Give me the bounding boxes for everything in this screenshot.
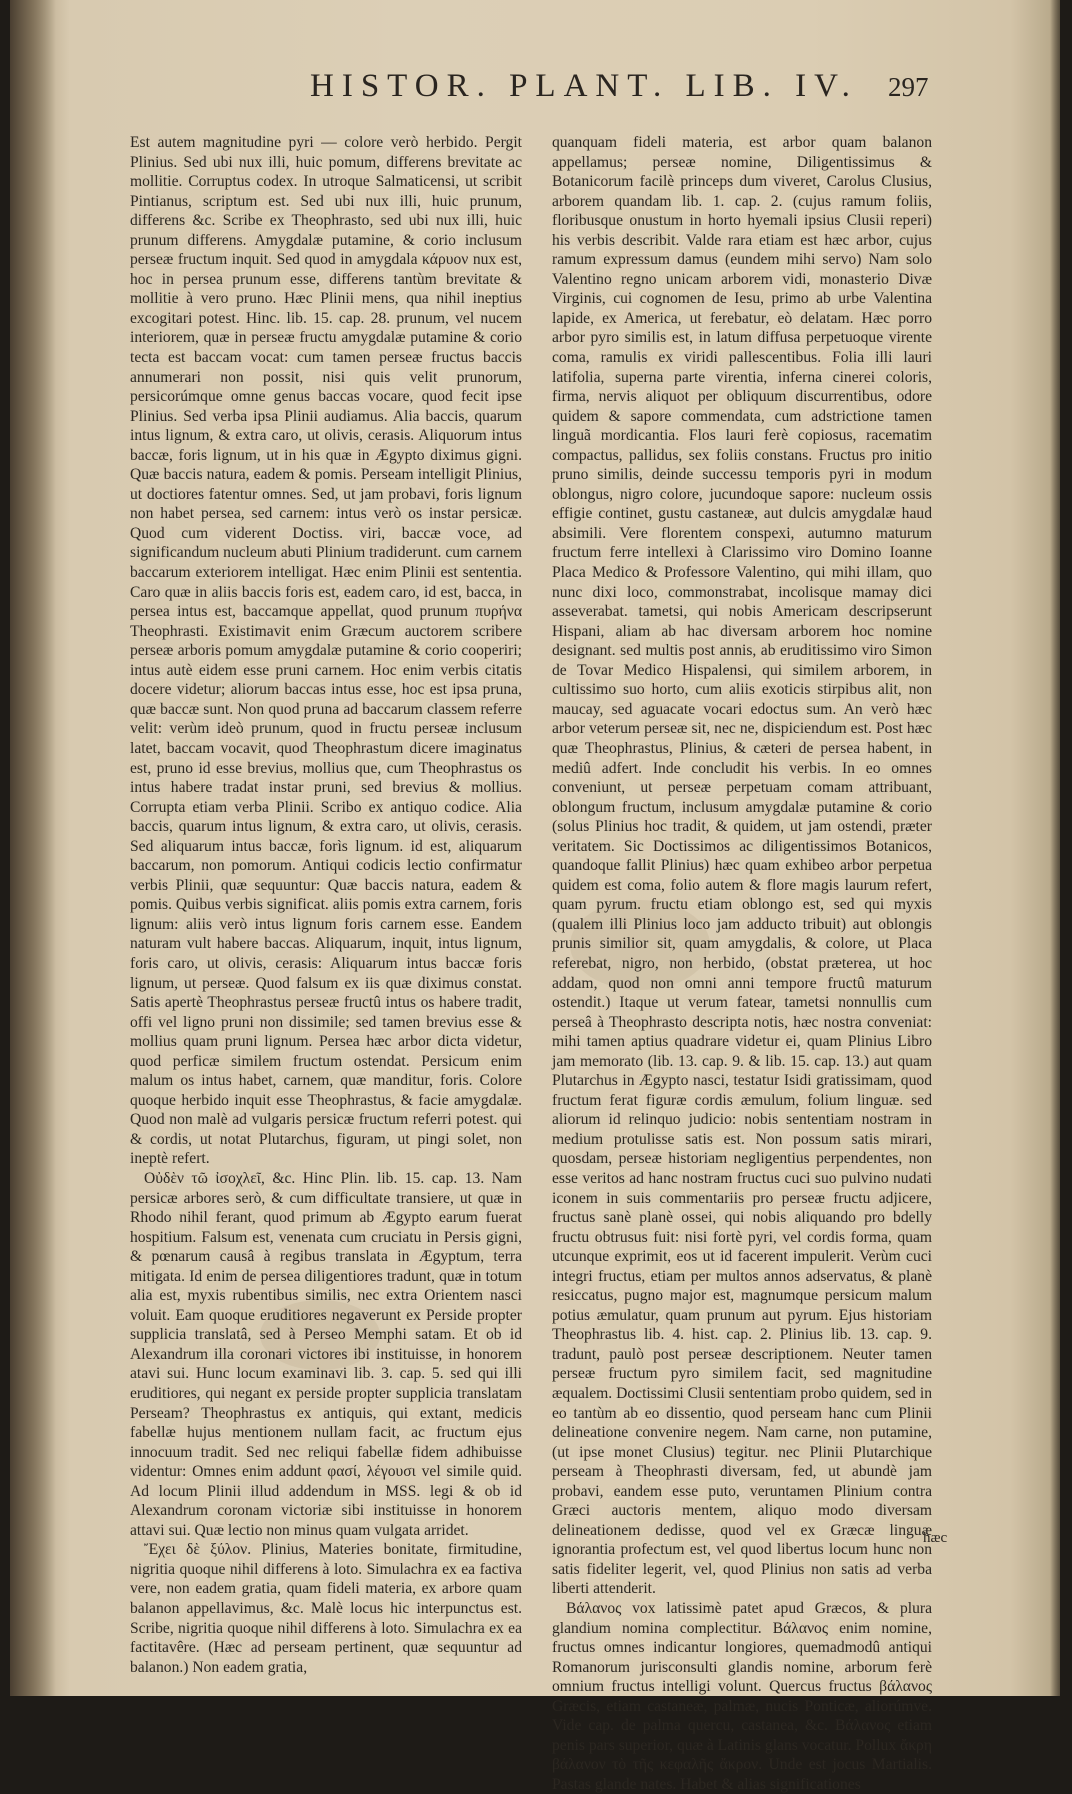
page-edge-shadow — [1050, 0, 1060, 1696]
catchword: hæc — [923, 1530, 948, 1546]
book-gutter-shadow — [10, 0, 56, 1696]
paragraph: Βάλανος vox latissimè patet apud Græcos, & plura glandium nomina complectitur. Βάλανος enim nomine, fructus omnes indicantur longiores, quemadmodû antiqui Romanorum jurisconsulti glandis nomine, arborum ferè omnium fructus intelligi volunt. Quercus fructus βάλανος Græcis, etiam castaneæ, palmæ, nucis Ponticæ, aliorúmve. Vide cap. de palma quercu, castanea, &c. Βάλανος etiam penis pars superior, quæ à Latinis glans vocatur. Pollux ἄκρη βάλανον τὸ τῆς κεφαλῆς ἄκρον. Unde est jocus Martialis. Pastas glande nates. Habet & alias significationes — [552, 1600, 932, 1793]
running-title: HISTOR. PLANT. LIB. IV. — [310, 68, 858, 104]
paragraph: Est autem magnitudine pyri — colore verò herbido. Pergit Plinius. Sed ubi nux illi, huic pomum, differens brevitate ac mollitie. Corruptus codex. In utroque Salmaticensi, ut scribit Pintianus, scriptum est. Sed ubi nux illi, huic prunum, differens &c. Scribe ex Theophrasto, sed ubi nux illi, huic prunum differens. Amygdalæ putamine, & corio inclusum perseæ fructum inquit. Sed quod in amygdala κάρυον nux est, hoc in persea prunum esse, differens tantùm brevitate & mollitie à vero pruno. Hæc Plinii mens, qua nihil ineptius excogitari potest. Hinc. lib. 15. cap. 28. prunum, vel nucem interiorem, quæ in perseæ fructu amygdalæ putamine & corio tecta est baccam vocat: cum tamen perseæ fructus baccis annumerari non possit, nisi quis velit prunorum, persicorúmque omne genus baccas vocare, quod fecit ipse Plinius. Sed verba ipsa Plinii audiamus. Alia baccis, quarum intus lignum, & extra caro, ut olivis, cerasis. Aliquorum intus baccæ, foris lignum, ut in his quæ in Ægypto diximus gigni. Quæ baccis natura, eadem & pomis. Perseam intelligit Plinius, ut doctiores fatentur omnes. Sed, ut jam probavi, foris lignum non habet persea, sed carnem: intus verò os instar persicæ. Quod cum viderent Doctiss. viri, baccæ voce, ad significandum nucleum abuti Plinium tradiderunt. cum carnem baccarum exteriorem intelligat. Hæc enim Plinii est sententia. Caro quæ in aliis baccis foris est, eadem caro, id est, bacca, in persea intus est, baccamque appellat, quod prunum πυρήνα Theophrasti. Existimavit enim Græcum auctorem scribere perseæ arboris pomum amygdalæ putamine & corio cooperiri; intus autè eidem esse pruni carnem. Hoc enim verbis citatis docere videtur; aliorum baccas intus esse, hoc est ipsa pruna, quæ baccæ sunt. Non quod pruna ad baccarum classem referre velit: verùm ideò prunum, quod in fructu perseæ inclusum latet, baccam vocavit, quod Theophrastum dicere imaginatus est, pruno id esse brevius, mollius que, cum Theophrastus os intus habere tradat instar pruni, sed brevius & mollius. Corrupta etiam verba Plinii. Scribo ex antiquo codice. Alia baccis, quarum intus lignum, & extra caro, ut olivis, cerasis. Sed aliquarum intus baccæ, forìs lignum. id est, aliquarum baccarum, non pomorum. Antiqui codicis lectio confirmatur verbis Plinii, quæ sequuntur: Quæ baccis natura, eadem & pomis. Quibus verbis significat. aliis pomis extra carnem, foris lignum: aliis verò intus lignum foris carnem esse. Eandem naturam vult habere baccas. Aliquarum, inquit, intus lignum, foris caro, ut olivis, cerasis: Aliquarum intus baccæ foris lignum, ut perseæ. Quod falsum ex iis quæ diximus constat. Satis apertè Theophrastus perseæ fructû intus os habere tradit, offi vel ligno pruni non dissimile; sed tamen brevius esse & mollius quam pruni lignum. Persea hæc arbor dicta videtur, quod perficæ similem fructum ostendat. Persicum enim malum os intus habet, carnem, quæ manditur, foris. Colore quoque herbido inquit esse Theophrastus, & facie amygdalæ. Quod non malè ad vulgaris persicæ fructum referri potest. qui & cordis, ut notat Plutarchus, figuram, ut pingi solet, non ineptè refert. — [130, 134, 522, 1168]
paragraph: quanquam fideli materia, est arbor quam balanon appellamus; perseæ nomine, Diligentissimus & Botanicorum facilè princeps dum viveret, Carolus Clusius, arborem quandam lib. 1. cap. 2. (cujus ramum foliis, floribusque onustum in horto hyemali ipsius Clusii reperi) his verbis describit. Valde rara etiam est hæc arbor, cujus ramum expressum damus (eundem mihi servo) Nam solo Valentino regno unicam arborem vidi, monasterio Divæ Virginis, cui cognomen de Iesu, primo ab urbe Valentina lapide, ex America, ut ferebatur, eò delatam. Hæc porro arbor pyro similis est, in latum diffusa perpetuoque virente coma, ramulis ex viridi pallescentibus. Folia illi lauri latifolia, superna parte virentia, inferna cinerei coloris, firma, nervis aliquot per obliquum discurrentibus, odore quidem & sapore commendata, cum adstrictione tamen linguã mordicantia. Flos lauri ferè copiosus, racematim compactus, pallidus, sex foliis constans. Fructus pro initio pruno similis, deinde successu temporis pyri in modum oblongus, nigro colore, jucundoque sapore: nucleum ossis effigie continet, gustu castaneæ, aut dulcis amygdalæ haud absimili. Vere florentem conspexi, autumno maturum fructum ferre intellexi à Clarissimo viro Domino Ioanne Placa Medico & Professore Valentino, qui mihi illam, quo nunc dixi loco, commonstrabat, incolisque mamay dici asseverabat. tametsi, qui nobis Americam descripserunt Hispani, aliam ab hac diversam arborem hoc nomine designant. sed multis post annis, ab eruditissimo viro Simon de Tovar Medico Hispalensi, qui similem arborem, in cultissimo suo horto, cum aliis exoticis stirpibus alit, non maucay, sed aguacate vocari edoctus sum. An verò hæc arbor veterum perseæ sit, nec ne, dispiciendum est. Post hæc quæ Theophrastus, Plinius, & cæteri de persea habent, in mediû adfert. Inde concludit his verbis. In eo omnes conveniunt, ut perseæ perpetuam comam attribuant, oblongum fructum, inclusum amygdalæ putamine & corio (solus Plinius hoc tradit, & quidem, ut jam ostendi, præter veritatem. Sic Doctissimos ac diligentissimos Botanicos, quandoque fallit Plinius) hæc quam exhibeo arbor perpetua quidem est coma, folio autem & flore magis laurum refert, quam pyrum. fructu etiam oblongo est, sed qui myxis (qualem illi Plinius loco jam adducto tribuit) aut oblongis prunis similior sit, quam amygdalis, & colore, ut Placa referebat, nigro, non herbido, (obstat præterea, ut hoc addam, quod non omni anni tempore fructû maturum ostendit.) Itaque ut verum fatear, tametsi nonnullis cum perseâ à Theophrasto descripta notis, hæc nostra conveniat: mihi tamen aptius quadrare videtur ei, quam Plinius Libro jam memorato (lib. 13. cap. 9. & lib. 15. cap. 13.) aut quam Plutarchus in Ægypto nasci, testatur Isidi gratissimam, quod fructum ferat figuræ cordis æmulum, folium linguæ. sed aliorum id relinquo judicio: nobis sententiam nostram in medium protulisse satis est. Non possum satis mirari, quosdam, perseæ historiam negligentius perpendentes, non esse veritos ad hanc nostram fructus cuci suo pulvino nudati iconem in suis commentariis pro perseæ fructu adjicere, fructus sanè planè ossei, qui nobis aliquando pro bdelly fructu obtrusus fuit: nisi fortè pyri, vel cordis forma, quam utcunque exprimit, eos ut id facerent impulerit. Verùm cuci integri fructus, etiam per multos annos adservatus, & planè resiccatus, pugno major est, magnumque persicum malum potius æmulatur, quam prunum aut pyrum. Ejus historiam Theophrastus lib. 4. hist. cap. 2. Plinius lib. 13. cap. 9. tradunt, paulò post perseæ descriptionem. Neuter tamen perseæ fructum pyro similem facit, sed magnitudine æqualem. Doctissimi Clusii sententiam probo quidem, sed in eo tantùm ab eo dissentio, quod perseam hanc cum Plinii delineatione convenire negem. Nam carne, non putamine, (ut ipse monet Clusius) tegitur. nec Plinii Plutarchique perseam à Theophrasti diversam, fed, ut abundè jam probavi, eandem esse puto, veruntamen Plinium contra Græci auctoris mentem, aliquo modo diversam delineationem dedisse, quod vel ex Græcæ linguæ ignorantia profectum est, vel quod libertus locum hunc non satis fideliter legerit, vel, quod Plinius non satis ad verba liberti attenderit. — [552, 134, 932, 1598]
page-number: 297 — [888, 72, 929, 102]
book-page — [10, 0, 1060, 1793]
left-text-column — [130, 133, 522, 1676]
right-text-column — [552, 133, 932, 1793]
paragraph: Οὐδὲν τῶ ἰσοχλεῖ, &c. Hinc Plin. lib. 15. cap. 13. Nam persicæ arbores serò, & cum difficultate transiere, ut quæ in Rhodo nihil ferant, quod primum ab Ægypto earum fuerat hospitium. Falsum est, venenata cum cruciatu in Persis gigni, & pœnarum causâ à regibus translata in Ægyptum, terra mitigata. Id enim de persea diligentiores tradunt, quæ in totum alia est, myxis rubentibus similis, nec extra Orientem nasci voluit. Eam quoque eruditiores negaverunt ex Perside propter supplicia translatâ, sed à Perseo Memphi satam. Et ob id Alexandrum illa coronari victores ibi instituisse, in honorem atavi sui. Hunc locum examinavi lib. 3. cap. 5. sed qui illi eruditiores, qui negant ex perside propter supplicia translatam Perseam? Theophrastus ex antiquis, qui extant, medicis fabellæ hujus mentionem nullam facit, ac fructum ejus innocuum tradit. Sed nec reliqui fabellæ fidem adhibuisse videntur: Omnes enim addunt φασί, λέγουσι vel simile quid. Ad locum Plinii illud addendum in MSS. legi & ob id Alexandrum coronam victoriæ sibi instituisse in honorem attavi sui. Quæ lectio non minus quam vulgata arridet. — [130, 1169, 522, 1539]
paragraph: Ἔχει δὲ ξύλον. Plinius, Materies bonitate, firmitudine, nigritia quoque nihil differens à loto. Simulachra ex ea factiva vere, non eadem gratia, quam fideli materia, ex arbore quam balanon appellavimus, &c. Malè locus hic interpunctus est. Scribe, nigritia quoque nihil differens à loto. Simulachra ex ea factitavêre. (Hæc ad perseam pertinent, quæ sequuntur ad balanon.) Non eadem gratia, — [130, 1541, 522, 1676]
